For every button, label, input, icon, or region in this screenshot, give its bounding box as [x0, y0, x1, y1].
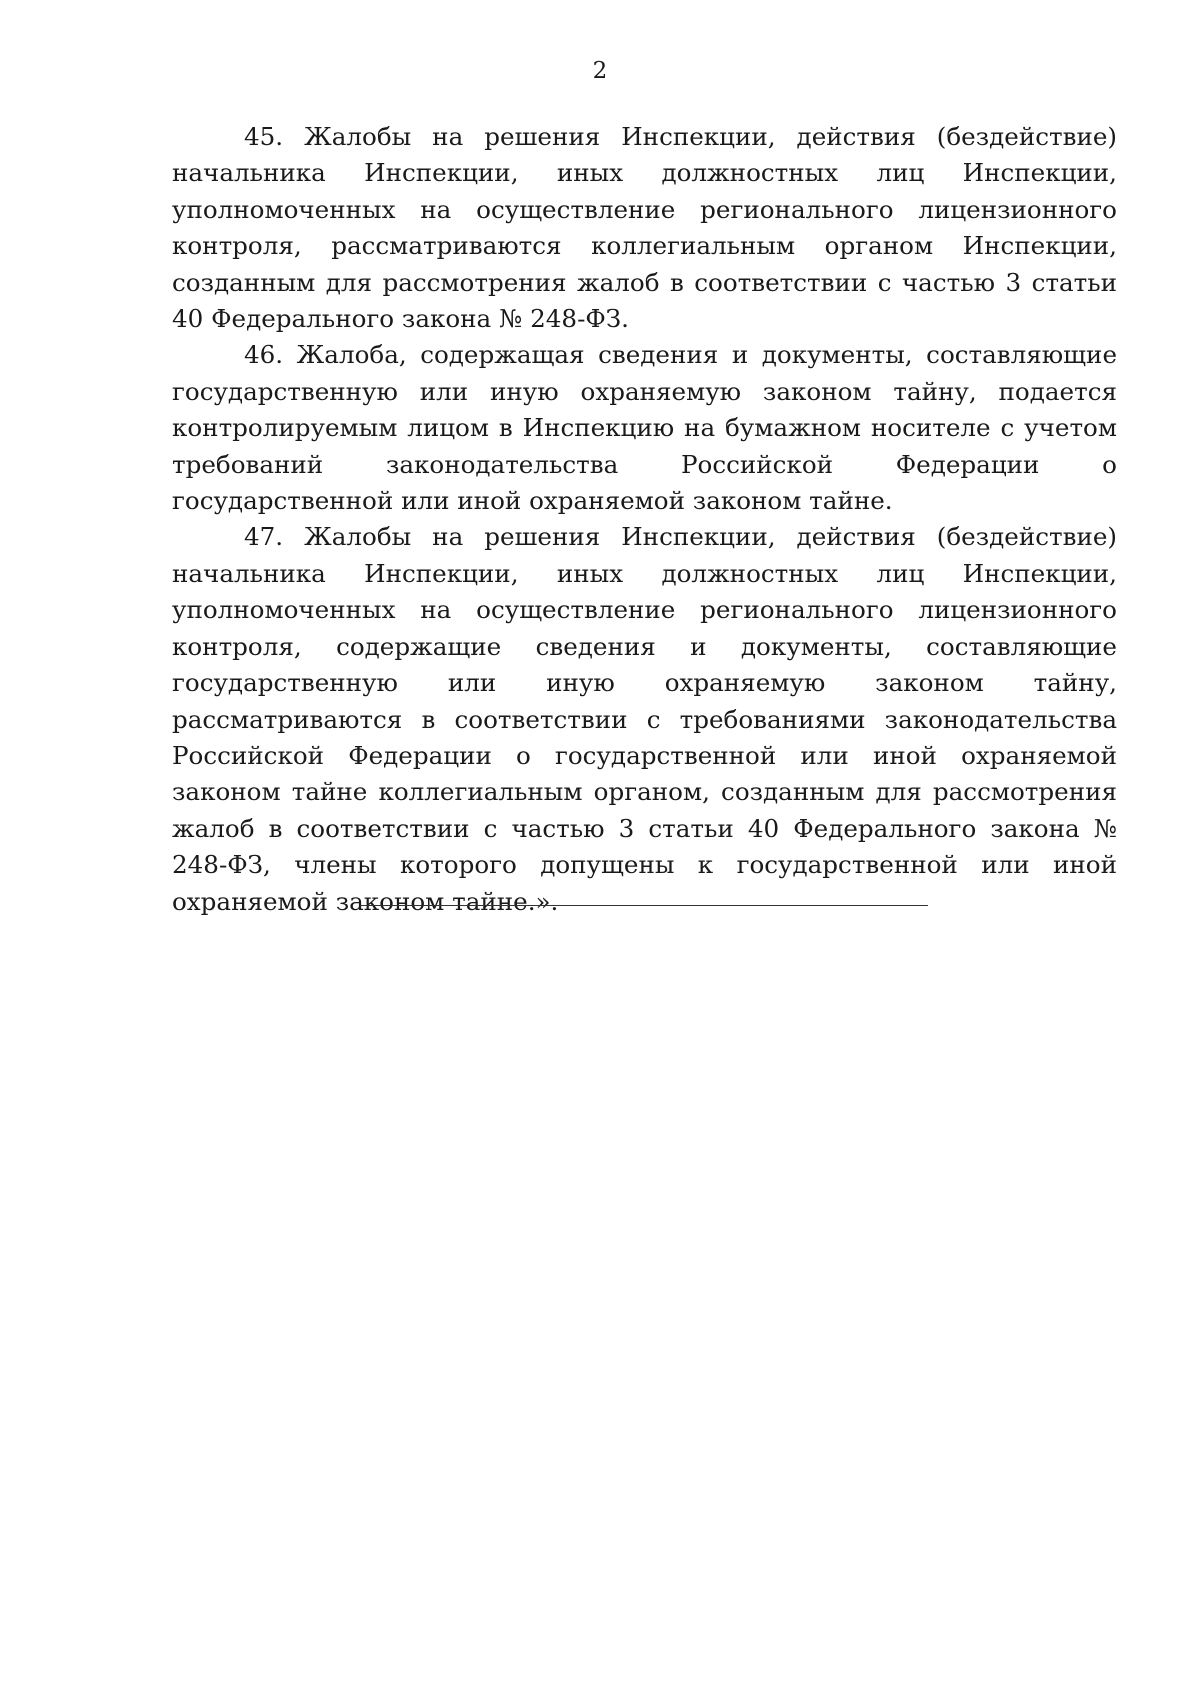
closing-divider [360, 905, 928, 906]
paragraph-46: 46. Жалоба, содержащая сведения и документы, составляющие государственную или иную охраняемую законом тайну, подается контролируемым лицом в Инспекцию на бумажном носителе с учетом требований законодательства Российской Федерации о государственной или иной охраняемой законом тайне. [172, 340, 1117, 516]
paragraph-45: 45. Жалобы на решения Инспекции, действия (бездействие) начальника Инспекции, иных должностных лиц Инспекции, уполномоченных на осуществление регионального лицензионного контроля, рассматриваются коллегиальным органом Инспекции, созданным для рассмотрения жалоб в соответствии с частью 3 статьи 40 Федерального закона № 248-ФЗ. [172, 122, 1117, 334]
document-body [172, 119, 1117, 920]
page-number: 2 [592, 58, 608, 84]
paragraph-47: 47. Жалобы на решения Инспекции, действия (бездействие) начальника Инспекции, иных должностных лиц Инспекции, уполномоченных на осуществление регионального лицензионного контроля, содержащие сведения и документы, составляющие государственную или иную охраняемую законом тайну, рассматриваются в соответствии с требованиями законодательства Российской Федерации о государственной или иной охраняемой законом тайне коллегиальным органом, созданным для рассмотрения жалоб в соответствии с частью 3 статьи 40 Федерального закона № 248-ФЗ, члены которого допущены к государственной или иной охраняемой законом тайне.». [172, 522, 1117, 916]
